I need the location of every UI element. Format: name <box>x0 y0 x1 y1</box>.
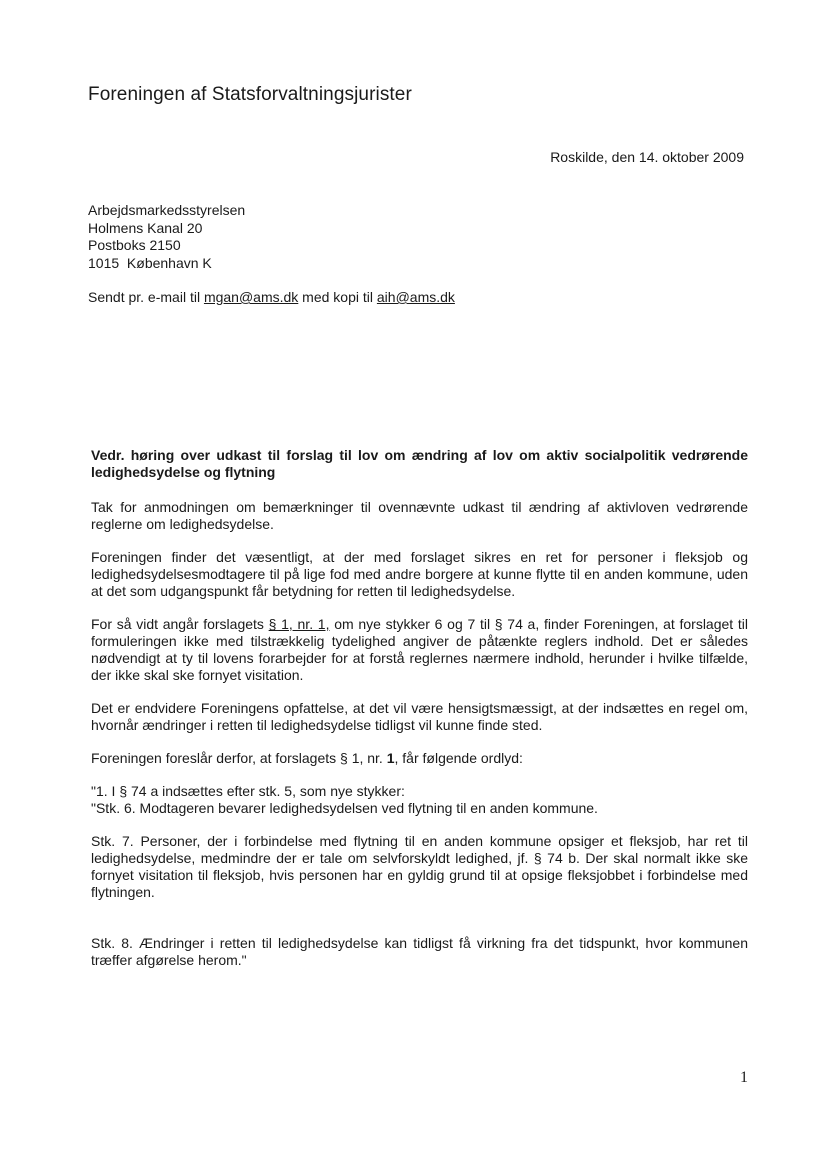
paragraph-timing: Det er endvidere Foreningens opfattelse, at det vil være hensigtsmæssigt, at der indsættes en regel om, hvornår ændringer i retten til ledighedsydelse tidligst vil kunne finde sted. <box>91 700 748 733</box>
paragraph-stk7: Stk. 7. Personer, der i forbindelse med flytning til en anden kommune opsiger et fleksjob, har ret til ledighedsydelse, medmindre der er tale om selvforskyldt ledighed, jf. § 74 b. Der skal normalt ikke ske fornyet visitation til fleksjob, hvis personen har en gyldig grund til at opsige fleksjobbet i forbindelse med flytningen. <box>91 833 748 900</box>
email-link-primary[interactable]: mgan@ams.dk <box>203 289 299 305</box>
sent-prefix: Sendt pr. e-mail til <box>88 289 204 305</box>
p3-before: For så vidt angår forslagets <box>91 616 269 632</box>
section-reference: § 1, nr. 1, <box>268 616 330 632</box>
address-line: 1015 København K <box>88 254 212 271</box>
quote-line-2: "Stk. 6. Modtageren bevarer ledighedsydelsen ved flytning til en anden kommune. <box>91 800 598 816</box>
paragraph-thanks: Tak for anmodningen om bemærkninger til ovennævnte udkast til ændring af aktivloven vedrørende reglerne om ledighedsydelse. <box>91 499 748 532</box>
address-line: Holmens Kanal 20 <box>88 219 203 236</box>
p5-bold-number: 1 <box>386 750 395 766</box>
recipient-address <box>88 202 245 272</box>
place-date: Roskilde, den 14. oktober 2009 <box>550 149 744 165</box>
organization-name: Foreningen af Statsforvaltningsjurister <box>88 84 412 105</box>
paragraph-stk8: Stk. 8. Ændringer i retten til ledighedsydelse kan tidligst få virkning fra det tidspunkt, hvor kommunen træffer afgørelse herom." <box>91 935 748 968</box>
p3-after: om nye stykker 6 og 7 til § 74 a, finder Foreningen, at forslaget til formuleringen ikke med tilstrækkelig tydelighed angiver de påtænkte reglers indhold. Det er således nødvendigt at ty til lovens forarbejder for at forstå reglernes nærmere indhold, herunder i hvilke tilfælde, der ikke skal ske fornyet visitation. <box>91 616 749 683</box>
letter-body <box>91 447 748 985</box>
paragraph-proposal <box>91 750 748 767</box>
subject-heading: Vedr. høring over udkast til forslag til lov om ændring af lov om aktiv socialpolitik vedrørende ledighedsydelse og flytning <box>91 447 748 480</box>
sent-middle: med kopi til <box>298 289 377 305</box>
p5-after: , får følgende ordlyd: <box>394 750 523 766</box>
paragraph-clarity <box>91 616 748 684</box>
paragraph-importance: Foreningen finder det væsentligt, at der med forslaget sikres en ret for personer i fleksjob og ledighedsydelsesmodtagere til på lige fod med andre borgere at kunne flytte til en anden kommune, uden at det som udgangspunkt får betydning for retten til ledighedsydelse. <box>91 549 748 599</box>
address-line: Arbejdsmarkedsstyrelsen <box>88 202 246 218</box>
p5-before: Foreningen foreslår derfor, at forslagets § 1, nr. <box>91 750 387 766</box>
email-link-copy[interactable]: aih@ams.dk <box>376 289 455 305</box>
quote-line-1: "1. I § 74 a indsættes efter stk. 5, som nye stykker: <box>91 783 405 799</box>
address-line: Postboks 2150 <box>88 237 181 253</box>
page-number: 1 <box>740 1069 748 1086</box>
sent-line <box>88 289 455 305</box>
